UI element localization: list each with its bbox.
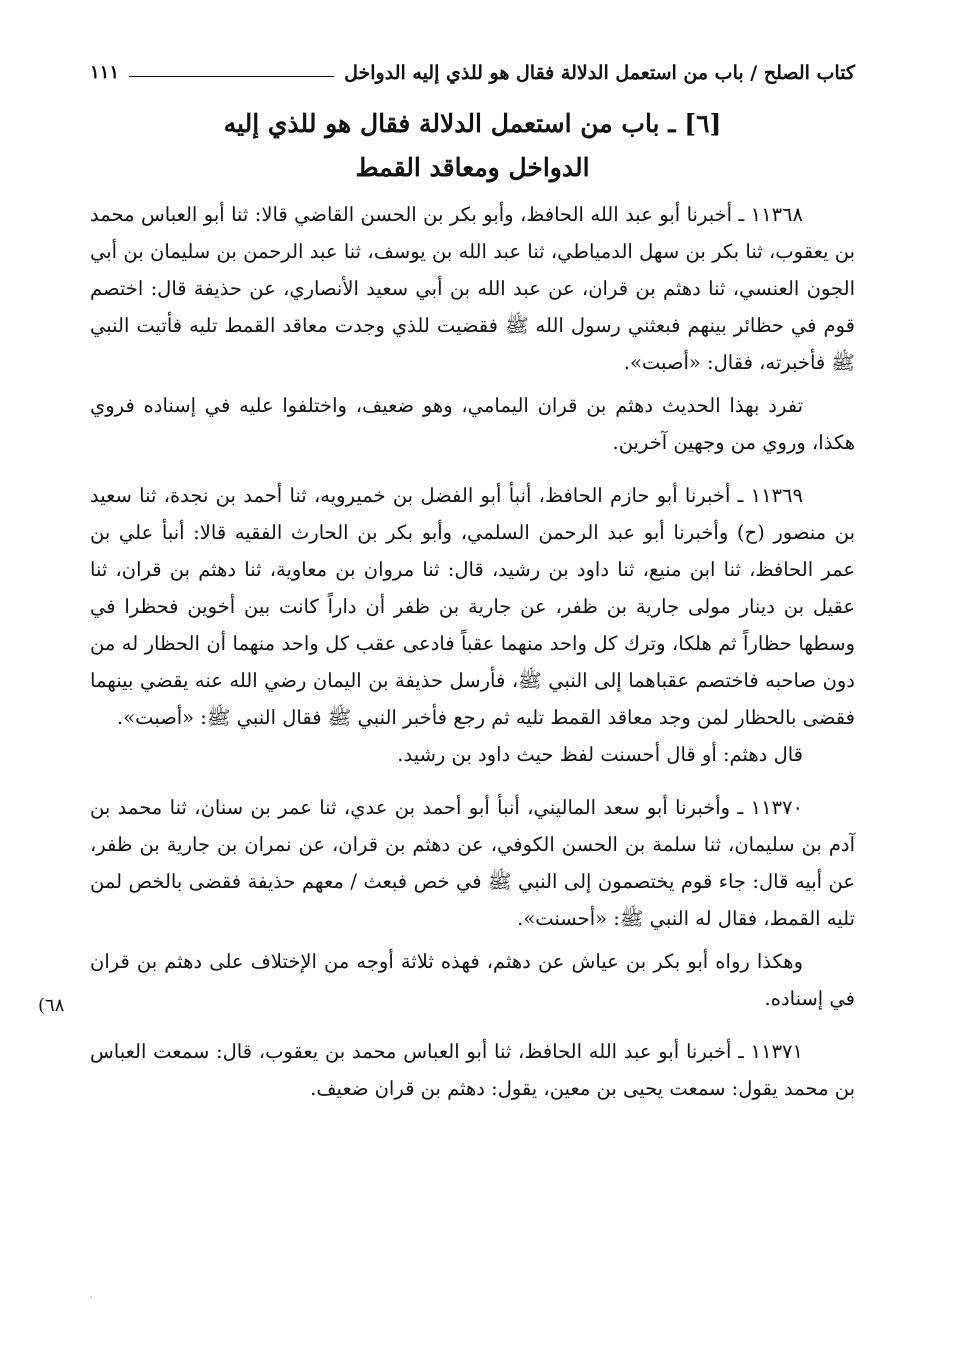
margin-page-marker: ٦٨) [38, 995, 65, 1016]
header-rule [129, 76, 334, 77]
hadith-11371: ١١٣٧١ ـ أخبرنا أبو عبد الله الحافظ، ثنا أبو العباس محمد بن يعقوب، قال: سمعت العباس بن محمد يقول: سمعت يحيى بن معين، يقول: دهثم بن قران ضعيف. [90, 1040, 855, 1100]
commentary-11369: قال دهثم: أو قال أحسنت لفظ حيث داود بن رشيد. [397, 743, 803, 766]
hadith-11369: ١١٣٦٩ ـ أخبرنا أبو حازم الحافظ، أنبأ أبو الفضل بن خميرويه، ثنا أحمد بن نجدة، ثنا سعيد بن منصور (ح) وأخبرنا أبو عبد الرحمن السلمي، وأبو بكر بن الحارث الفقيه قالا: أنبأ علي بن عمر الحافظ، ثنا ابن منيع، ثنا داود بن رشيد، قال: ثنا مروان بن معاوية، ثنا دهثم بن قران، ثنا عقيل بن دينار مولى جارية بن ظفر، عن جارية بن ظفر أن داراً كانت بين أخوين فحظرا في وسطها حظاراً ثم هلكا، وترك كل واحد منهما عقباً فادعى عقب كل واحد منهما أن الحظار له من دون صاحبه فاختصم عقباهما إلى النبي ﷺ، فأرسل حذيفة بن اليمان رضي الله عنه يقضي بينهما فقضى بالحظار لمن وجد معاقد القمط تليه ثم رجع فأخبر النبي ﷺ فقال النبي ﷺ: «أصبت». [90, 484, 855, 729]
chapter-title [90, 102, 855, 190]
running-title: كتاب الصلح / باب من استعمل الدلالة فقال هو للذي إليه الدواخل [344, 61, 855, 84]
commentary-11368: تفرد بهذا الحديث دهثم بن قران اليمامي، وهو ضعيف، واختلفوا عليه في إسناده فروي هكذا، وروي من وجهين آخرين. [90, 394, 855, 454]
commentary-11370: وهكذا رواه أبو بكر بن عياش عن دهثم، فهذه ثلاثة أوجه من الإختلاف على دهثم بن قران في إسناده. [90, 950, 855, 1010]
page-number: ١١١ [90, 62, 120, 83]
hadith-11368: ١١٣٦٨ ـ أخبرنا أبو عبد الله الحافظ، وأبو بكر بن الحسن القاضي قالا: ثنا أبو العباس محمد بن يعقوب، ثنا بكر بن سهل الدمياطي، ثنا عبد الله بن يوسف، ثنا عبد الرحمن بن سليمان بن أبي الجون العنسي، ثنا دهثم بن قران، عن عبد الله بن أبي سعيد الأنصاري، عن حذيفة قال: اختصم قوم في حظائر بينهم فبعثني رسول الله ﷺ فقضيت للذي وجدت معاقد القمط تليه فأتيت النبي ﷺ فأخبرته، فقال: «أصبت». [90, 203, 855, 374]
chapter-title-line-2: الدواخل ومعاقد القمط [355, 153, 590, 182]
hadith-11370: ١١٣٧٠ ـ وأخبرنا أبو سعد الماليني، أنبأ أبو أحمد بن عدي، ثنا عمر بن سنان، ثنا محمد بن آدم بن سليمان، ثنا سلمة بن الحسن الكوفي، عن دهثم بن قران، عن نمران بن جارية بن ظفر، عن أبيه قال: جاء قوم يختصمون إلى النبي ﷺ في خص فبعث / معهم حذيفة فقضى بالخص لمن تليه القمط، فقال له النبي ﷺ: «أحسنت». [90, 796, 855, 930]
document-page [90, 56, 855, 1336]
running-header [90, 56, 855, 90]
chapter-title-line-1: [٦] ـ باب من استعمل الدلالة فقال هو للذي إليه [223, 109, 722, 138]
scan-speck [90, 1296, 92, 1298]
